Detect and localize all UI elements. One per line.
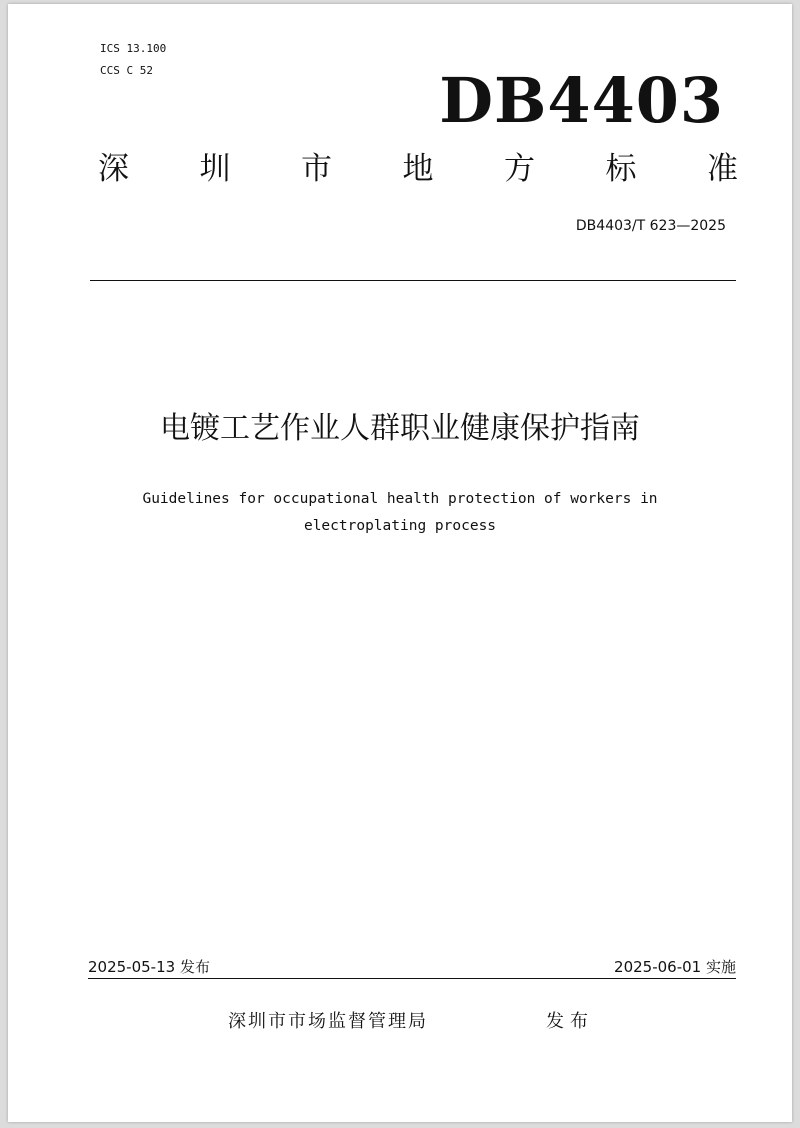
standard-number: DB4403/T 623—2025 bbox=[575, 218, 726, 234]
english-title-line: electroplating process bbox=[303, 518, 497, 534]
standard-type-char: 市 bbox=[301, 151, 332, 187]
document-page bbox=[8, 4, 792, 1122]
standard-type-title bbox=[98, 151, 738, 187]
chinese-title: 电镀工艺作业人群职业健康保护指南 bbox=[160, 411, 640, 446]
english-title bbox=[100, 486, 700, 540]
ccs-code: CCS C 52 bbox=[100, 64, 153, 77]
standard-type-char: 圳 bbox=[199, 151, 231, 187]
issuing-authority: 深圳市市场监督管理局 bbox=[228, 1011, 428, 1032]
implement-date: 2025-06-01 实施 bbox=[614, 958, 736, 976]
english-title-line: Guidelines for occupational health protection of workers in bbox=[142, 491, 658, 507]
footer-divider bbox=[88, 978, 736, 979]
standard-type-char: 方 bbox=[504, 151, 535, 187]
header-divider bbox=[90, 280, 736, 281]
issue-label: 发布 bbox=[546, 1011, 594, 1032]
standard-type-char: 标 bbox=[605, 151, 637, 187]
standard-type-char: 地 bbox=[402, 151, 434, 187]
db-code: DB4403 bbox=[439, 64, 724, 137]
publish-date: 2025-05-13 发布 bbox=[88, 958, 210, 976]
standard-type-char: 深 bbox=[98, 151, 129, 187]
standard-type-char: 准 bbox=[707, 151, 738, 187]
ics-code: ICS 13.100 bbox=[100, 42, 167, 55]
